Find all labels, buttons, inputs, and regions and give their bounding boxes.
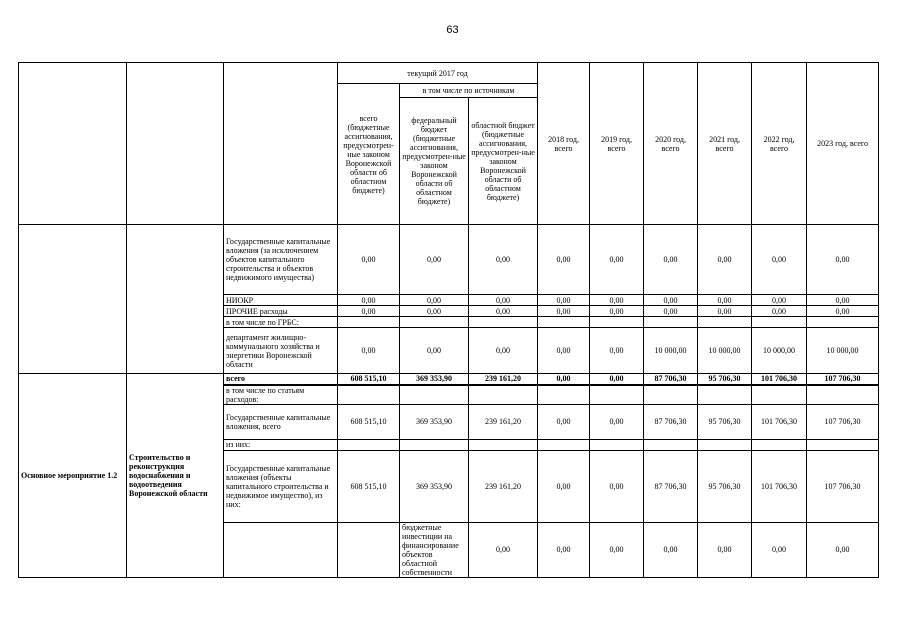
cell-value: 0,00 (807, 295, 879, 306)
cell-value: 0,00 (338, 328, 400, 374)
cell-value: 0,00 (538, 328, 590, 374)
header-year-2019: 2019 год, всего (590, 63, 644, 225)
cell-empty (807, 439, 879, 450)
title-cell-empty (338, 522, 400, 577)
cell-value: 239 161,20 (469, 450, 538, 522)
header-blank-2b (127, 84, 224, 98)
header-regional-col: областной бюджет (бюджетные ассигнования, предусмотрен-ные законом Воронежской области об областном бюджете) (469, 98, 538, 225)
cell-value: 0,00 (538, 404, 590, 439)
measure-cell-empty (224, 522, 338, 577)
cell-empty (752, 439, 807, 450)
row-label: департамент жилищно-коммунального хозяйства и энергетики Воронежской области (224, 328, 338, 374)
table-row (19, 225, 879, 295)
cell-value: 608 515,10 (338, 450, 400, 522)
cell-empty (698, 317, 752, 328)
header-blank-3b (224, 84, 338, 98)
row-label: всего (224, 374, 338, 385)
cell-empty (590, 317, 644, 328)
cell-value: 0,00 (752, 306, 807, 317)
cell-value: 0,00 (400, 306, 469, 317)
cell-value: 0,00 (538, 225, 590, 295)
cell-value: 10 000,00 (807, 328, 879, 374)
cell-empty (469, 385, 538, 405)
cell-value: 0,00 (469, 295, 538, 306)
cell-value: 369 353,90 (400, 404, 469, 439)
table-row (19, 374, 879, 385)
cell-value: 0,00 (590, 522, 644, 577)
cell-empty (807, 385, 879, 405)
cell-value: 101 706,30 (752, 450, 807, 522)
cell-empty (469, 317, 538, 328)
title-cell-empty (127, 225, 224, 374)
cell-value: 0,00 (752, 522, 807, 577)
row-label: в том числе по ГРБС: (224, 317, 338, 328)
header-blank-1 (19, 63, 127, 84)
cell-empty (538, 317, 590, 328)
cell-value: 0,00 (752, 295, 807, 306)
cell-value: 0,00 (590, 225, 644, 295)
measure-title: Строительство и реконструкция водоснабжения и водоотведения Воронежской области (127, 374, 224, 578)
cell-value: 0,00 (644, 225, 698, 295)
header-year-2020: 2020 год, всего (644, 63, 698, 225)
cell-value: 0,00 (338, 295, 400, 306)
cell-empty (590, 439, 644, 450)
cell-value: 10 000,00 (752, 328, 807, 374)
cell-empty (400, 317, 469, 328)
cell-value: 95 706,30 (698, 404, 752, 439)
cell-value: 107 706,30 (807, 374, 879, 385)
cell-value: 107 706,30 (807, 450, 879, 522)
cell-value: 87 706,30 (644, 404, 698, 439)
cell-value: 0,00 (538, 522, 590, 577)
header-year-2021: 2021 год, всего (698, 63, 752, 225)
row-label: Государственные капитальные вложения (объекты капитального строительства и недвижимое имущество), из них: (224, 450, 338, 522)
cell-empty (590, 385, 644, 405)
cell-value: 10 000,00 (698, 328, 752, 374)
cell-value: 0,00 (338, 306, 400, 317)
header-blank-1b (19, 84, 127, 98)
cell-value: 239 161,20 (469, 404, 538, 439)
cell-value: 0,00 (469, 306, 538, 317)
cell-empty (644, 317, 698, 328)
row-label: ПРОЧИЕ расходы (224, 306, 338, 317)
header-blank-2c (127, 98, 224, 225)
cell-empty (338, 317, 400, 328)
row-label: Государственные капитальные вложения (за исключением объектов капитального строительства и объектов недвижимого имущества) (224, 225, 338, 295)
cell-value: 369 353,90 (400, 450, 469, 522)
cell-value: 101 706,30 (752, 374, 807, 385)
cell-value: 0,00 (590, 450, 644, 522)
cell-empty (338, 439, 400, 450)
cell-value: 0,00 (752, 225, 807, 295)
cell-value: 608 515,10 (338, 404, 400, 439)
cell-value: 0,00 (590, 306, 644, 317)
measure-label: Основное мероприятие 1.2 (19, 374, 127, 578)
cell-value: 0,00 (644, 306, 698, 317)
header-blank-1c (19, 98, 127, 225)
cell-empty (338, 385, 400, 405)
cell-value: 101 706,30 (752, 404, 807, 439)
cell-value: 0,00 (538, 450, 590, 522)
cell-value: 0,00 (538, 306, 590, 317)
cell-value: 0,00 (807, 306, 879, 317)
cell-value: 0,00 (400, 225, 469, 295)
cell-value: 87 706,30 (644, 450, 698, 522)
header-blank-2 (127, 63, 224, 84)
header-blank-3 (224, 63, 338, 84)
cell-empty (698, 439, 752, 450)
cell-value: 0,00 (538, 295, 590, 306)
cell-value: 0,00 (807, 225, 879, 295)
cell-empty (644, 439, 698, 450)
cell-value: 0,00 (807, 522, 879, 577)
header-sources: в том числе по источникам (400, 84, 538, 98)
page-number: 63 (446, 24, 459, 36)
cell-value: 0,00 (698, 522, 752, 577)
cell-empty (698, 385, 752, 405)
row-label: из них: (224, 439, 338, 450)
cell-value: 608 515,10 (338, 374, 400, 385)
cell-value: 0,00 (338, 225, 400, 295)
row-label: НИОКР (224, 295, 338, 306)
cell-value: 239 161,20 (469, 374, 538, 385)
budget-table (18, 62, 879, 578)
measure-cell-empty (19, 225, 127, 374)
cell-value: 0,00 (469, 522, 538, 577)
cell-value: 95 706,30 (698, 374, 752, 385)
row-label: в том числе по статьям расходов: (224, 385, 338, 405)
cell-value: 0,00 (590, 404, 644, 439)
cell-value: 0,00 (469, 225, 538, 295)
cell-value: 87 706,30 (644, 374, 698, 385)
cell-value: 0,00 (698, 295, 752, 306)
header-year-2022: 2022 год, всего (752, 63, 807, 225)
cell-value: 10 000,00 (644, 328, 698, 374)
header-blank-3c (224, 98, 338, 225)
header-current-year: текущий 2017 год (338, 63, 538, 84)
cell-value: 0,00 (644, 522, 698, 577)
header-federal-col: федеральный бюджет (бюджетные ассигнования, предусмотрен-ные законом Воронежской области об областном бюджете) (400, 98, 469, 225)
cell-empty (807, 317, 879, 328)
header-total-col: всего (бюджетные ассигнования, предусмотрен-ные законом Воронежской области об областном бюджете) (338, 84, 400, 225)
cell-value: 0,00 (698, 225, 752, 295)
cell-value: 0,00 (469, 328, 538, 374)
cell-value: 0,00 (400, 295, 469, 306)
header-year-2023: 2023 год, всего (807, 63, 879, 225)
cell-empty (752, 385, 807, 405)
cell-value: 0,00 (538, 374, 590, 385)
cell-value: 0,00 (400, 328, 469, 374)
cell-empty (400, 385, 469, 405)
cell-value: 107 706,30 (807, 404, 879, 439)
cell-empty (469, 439, 538, 450)
row-label: Государственные капитальные вложения, всего (224, 404, 338, 439)
cell-value: 0,00 (644, 295, 698, 306)
cell-empty (538, 385, 590, 405)
cell-value: 0,00 (590, 328, 644, 374)
cell-value: 0,00 (590, 295, 644, 306)
cell-value: 0,00 (698, 306, 752, 317)
cell-value: 95 706,30 (698, 450, 752, 522)
cell-empty (644, 385, 698, 405)
cell-value: 369 353,90 (400, 374, 469, 385)
cell-empty (400, 439, 469, 450)
row-label: бюджетные инвестиции на финансирование объектов областной собственности (400, 522, 469, 577)
header-year-2018: 2018 год, всего (538, 63, 590, 225)
cell-empty (538, 439, 590, 450)
cell-empty (752, 317, 807, 328)
cell-value: 0,00 (590, 374, 644, 385)
